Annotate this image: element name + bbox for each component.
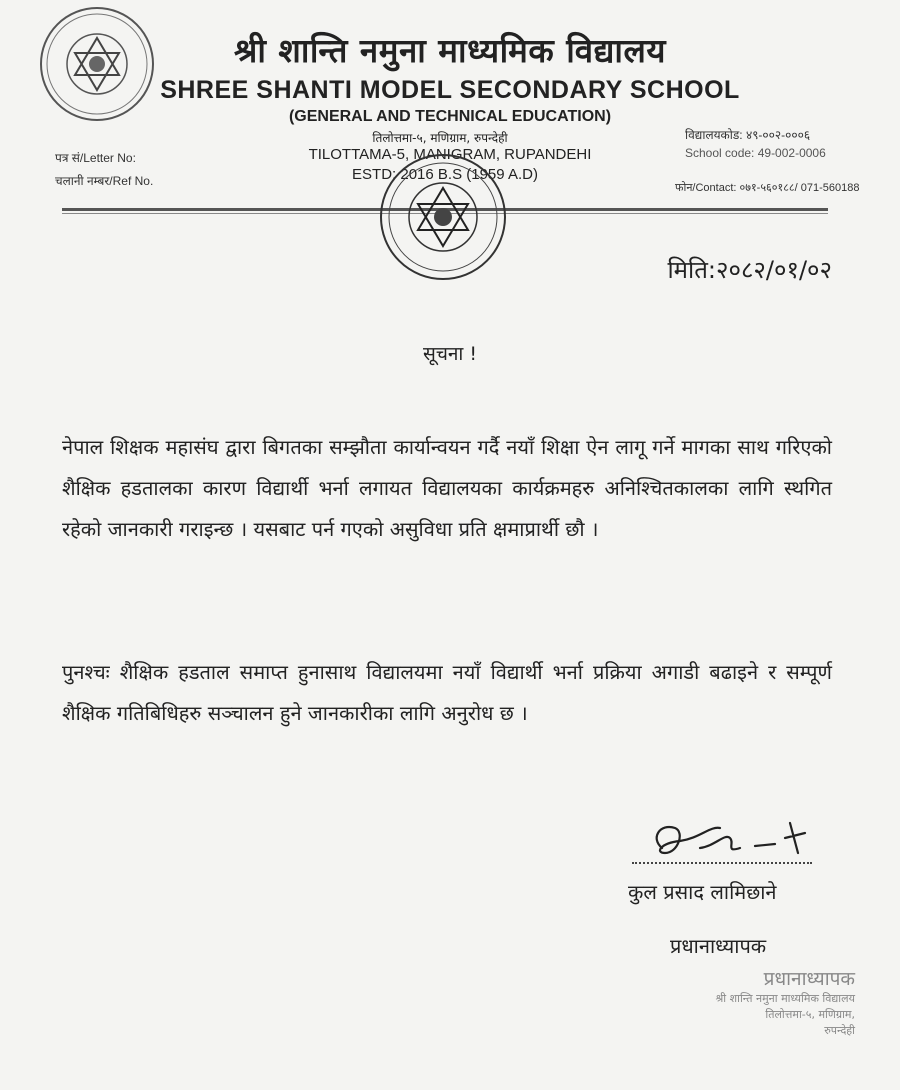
office-seal [625, 965, 855, 1039]
seal-line-2: श्री शान्ति नमुना माध्यमिक विद्यालय [715, 992, 855, 1005]
address-english: TILOTTAMA-5, MANIGRAM, RUPANDEHI [308, 146, 592, 163]
established-date: ESTD: 2016 B.S (1959 A.D) [352, 166, 538, 183]
seal-line-3: तिलोत्तमा-५, मणिग्राम, [765, 1008, 855, 1021]
school-code-nepali: विद्यालयकोड: ४९-००२-०००६ [685, 128, 811, 142]
letter-no-label: पत्र सं/Letter No: [55, 151, 136, 165]
seal-line-1: प्रधानाध्यापक [763, 968, 855, 990]
seal-line-4: रुपन्देही [824, 1024, 855, 1037]
signature-line [632, 862, 812, 864]
signatory-title: प्रधानाध्यापक [670, 934, 767, 958]
school-stamp [378, 152, 508, 282]
school-name-english: SHREE SHANTI MODEL SECONDARY SCHOOL [160, 76, 740, 104]
address-nepali: तिलोत्तमा-५, मणिग्राम, रुपन्देही [372, 131, 508, 145]
signatory-name: कुल प्रसाद लामिछाने [628, 880, 777, 904]
school-code-english: School code: 49-002-0006 [685, 146, 826, 160]
notice-paragraph-2: पुनश्चः शैक्षिक हडताल समाप्त हुनासाथ विद्यालयमा नयाँ विद्यार्थी भर्ना प्रक्रिया अगाडी बढाइने र सम्पूर्ण शैक्षिक गतिबिधिहरु सञ्चालन हुने जानकारीका लागि अनुरोध छ । [62, 660, 832, 725]
ref-no-label: चलानी नम्बर/Ref No. [55, 174, 154, 188]
contact-info: फोन/Contact: ०७१-५६०१८८/ 071-560188 [675, 182, 860, 194]
school-name-nepali: श्री शान्ति नमुना माध्यमिक विद्यालय [234, 31, 666, 70]
handwritten-signature [640, 808, 820, 878]
notice-heading: सूचना ! [422, 343, 478, 365]
notice-date: मिति:२०८२/०१/०२ [667, 256, 832, 284]
notice-paragraph-1: नेपाल शिक्षक महासंघ द्वारा बिगतका सम्झौता कार्यान्वयन गर्दै नयाँ शिक्षा ऐन लागू गर्ने मागका साथ गरिएको शैक्षिक हडतालका कारण विद्यार्थी भर्ना लगायत विद्यालयका कार्यक्रमहरु अनिश्चितकालका लागि स्थगित रहेको जानकारी गराइन्छ । यसबाट पर्न गएको असुविधा प्रति क्षमाप्रार्थी छौ । [62, 435, 832, 541]
school-subtitle: (GENERAL AND TECHNICAL EDUCATION) [288, 108, 612, 125]
